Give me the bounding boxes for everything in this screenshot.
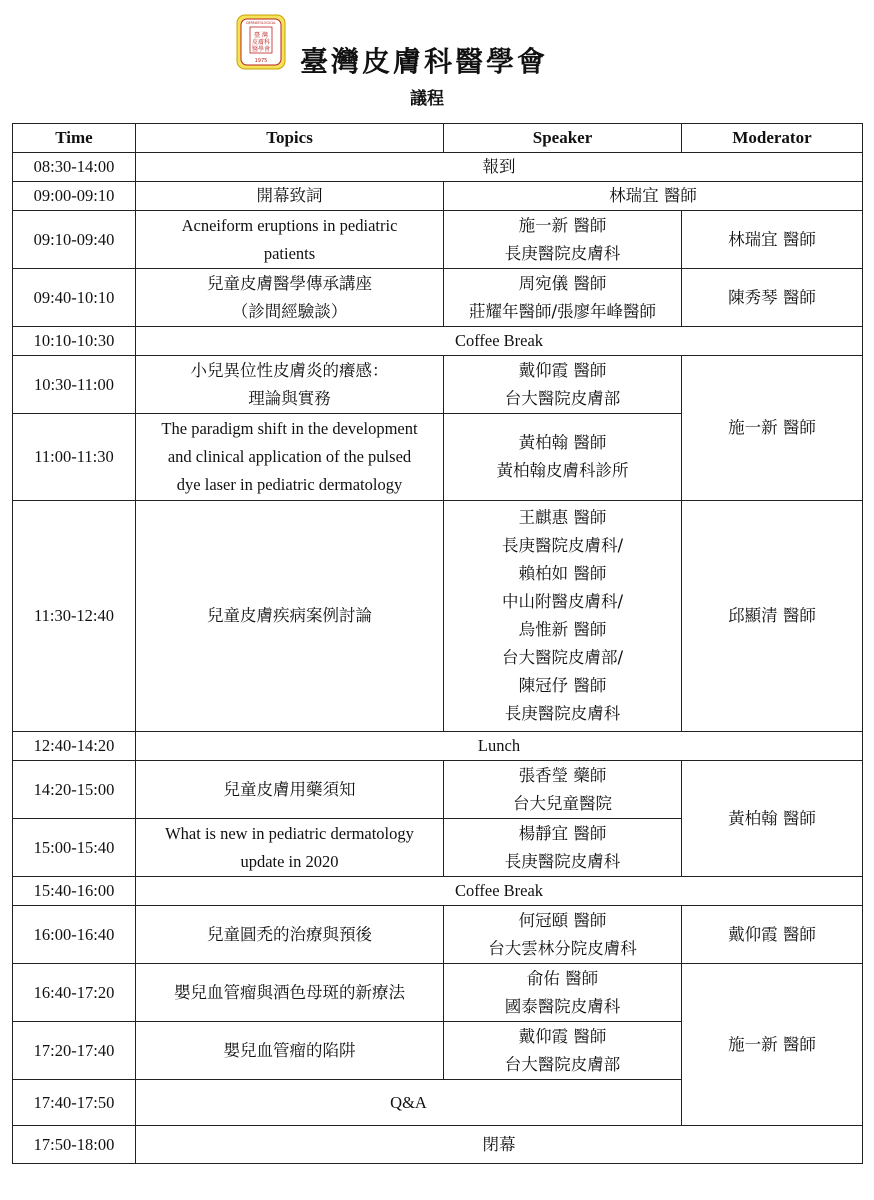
table-row [13, 501, 863, 732]
table-row [13, 761, 863, 819]
table-row [13, 182, 863, 211]
span-cell: Coffee Break [136, 877, 863, 906]
time-cell: 11:30-12:40 [13, 501, 136, 732]
svg-text:1975: 1975 [254, 58, 268, 64]
table-row [13, 732, 863, 761]
moderator-cell: 林瑞宜 醫師 [682, 211, 863, 269]
time-cell: 09:40-10:10 [13, 269, 136, 327]
speaker-cell: 戴仰霞 醫師 台大醫院皮膚部 [444, 1022, 682, 1080]
table-header-row [13, 124, 863, 153]
table-row [13, 153, 863, 182]
span-cell: 報到 [136, 153, 863, 182]
time-cell: 08:30-14:00 [13, 153, 136, 182]
topic-cell: 兒童皮膚用藥須知 [136, 761, 444, 819]
speaker-cell: 黃柏翰 醫師 黃柏翰皮膚科診所 [444, 414, 682, 501]
time-cell: 10:10-10:30 [13, 327, 136, 356]
topic-cell: 開幕致詞 [136, 182, 444, 211]
document-subtitle: 議程 [410, 89, 444, 109]
topic-span-cell: Q&A [136, 1080, 682, 1126]
time-cell: 09:10-09:40 [13, 211, 136, 269]
header-speaker: Speaker [444, 124, 682, 153]
table-row [13, 1126, 863, 1164]
speaker-cell: 戴仰霞 醫師 台大醫院皮膚部 [444, 356, 682, 414]
header-topics: Topics [136, 124, 444, 153]
time-cell: 16:00-16:40 [13, 906, 136, 964]
topic-cell: The paradigm shift in the development and clinical application of the pulsed dye laser in pediatric dermatology [136, 414, 444, 501]
speaker-span-cell: 林瑞宜 醫師 [444, 182, 863, 211]
svg-text:臺 灣: 臺 灣 [254, 32, 268, 39]
moderator-cell: 戴仰霞 醫師 [682, 906, 863, 964]
time-cell: 16:40-17:20 [13, 964, 136, 1022]
svg-text:醫學會: 醫學會 [251, 46, 271, 53]
header-moderator: Moderator [682, 124, 863, 153]
svg-text:DERMATOLOGICAL: DERMATOLOGICAL [246, 21, 276, 25]
speaker-cell: 王麒惠 醫師 長庚醫院皮膚科/ 賴柏如 醫師 中山附醫皮膚科/ 烏惟新 醫師 台大醫院皮膚部/ 陳冠伃 醫師 長庚醫院皮膚科 [444, 501, 682, 732]
time-cell: 15:00-15:40 [13, 819, 136, 877]
speaker-cell: 何冠頤 醫師 台大雲林分院皮膚科 [444, 906, 682, 964]
speaker-cell: 施一新 醫師 長庚醫院皮膚科 [444, 211, 682, 269]
topic-cell: 兒童圓禿的治療與預後 [136, 906, 444, 964]
time-cell: 12:40-14:20 [13, 732, 136, 761]
topic-cell: 嬰兒血管瘤的陷阱 [136, 1022, 444, 1080]
topic-cell: 兒童皮膚疾病案例討論 [136, 501, 444, 732]
time-cell: 17:20-17:40 [13, 1022, 136, 1080]
time-cell: 15:40-16:00 [13, 877, 136, 906]
time-cell: 14:20-15:00 [13, 761, 136, 819]
moderator-cell: 施一新 醫師 [682, 964, 863, 1126]
table-row [13, 356, 863, 414]
association-logo [236, 14, 286, 70]
svg-text:皮膚科: 皮膚科 [251, 39, 271, 46]
topic-cell: 兒童皮膚醫學傳承講座 （診間經驗談） [136, 269, 444, 327]
speaker-cell: 周宛儀 醫師 莊耀年醫師/張廖年峰醫師 [444, 269, 682, 327]
topic-cell: 小兒異位性皮膚炎的癢感： 理論與實務 [136, 356, 444, 414]
header-time: Time [13, 124, 136, 153]
span-cell: Coffee Break [136, 327, 863, 356]
span-cell: Lunch [136, 732, 863, 761]
time-cell: 17:40-17:50 [13, 1080, 136, 1126]
table-row [13, 964, 863, 1022]
moderator-cell: 施一新 醫師 [682, 356, 863, 501]
time-cell: 09:00-09:10 [13, 182, 136, 211]
topic-cell: What is new in pediatric dermatology update in 2020 [136, 819, 444, 877]
time-cell: 11:00-11:30 [13, 414, 136, 501]
speaker-cell: 張香瑩 藥師 台大兒童醫院 [444, 761, 682, 819]
agenda-table [12, 123, 863, 1164]
topic-cell: Acneiform eruptions in pediatric patients [136, 211, 444, 269]
moderator-cell: 陳秀琴 醫師 [682, 269, 863, 327]
time-cell: 10:30-11:00 [13, 356, 136, 414]
time-cell: 17:50-18:00 [13, 1126, 136, 1164]
speaker-cell: 楊靜宜 醫師 長庚醫院皮膚科 [444, 819, 682, 877]
speaker-cell: 俞佑 醫師 國泰醫院皮膚科 [444, 964, 682, 1022]
span-cell: 閉幕 [136, 1126, 863, 1164]
topic-cell: 嬰兒血管瘤與酒色母斑的新療法 [136, 964, 444, 1022]
moderator-cell: 邱顯清 醫師 [682, 501, 863, 732]
moderator-cell: 黃柏翰 醫師 [682, 761, 863, 877]
table-row [13, 269, 863, 327]
table-row [13, 327, 863, 356]
table-row [13, 211, 863, 269]
table-row [13, 877, 863, 906]
org-name: 臺灣皮膚科醫學會 [300, 45, 549, 78]
table-row [13, 906, 863, 964]
page-header [0, 0, 874, 120]
